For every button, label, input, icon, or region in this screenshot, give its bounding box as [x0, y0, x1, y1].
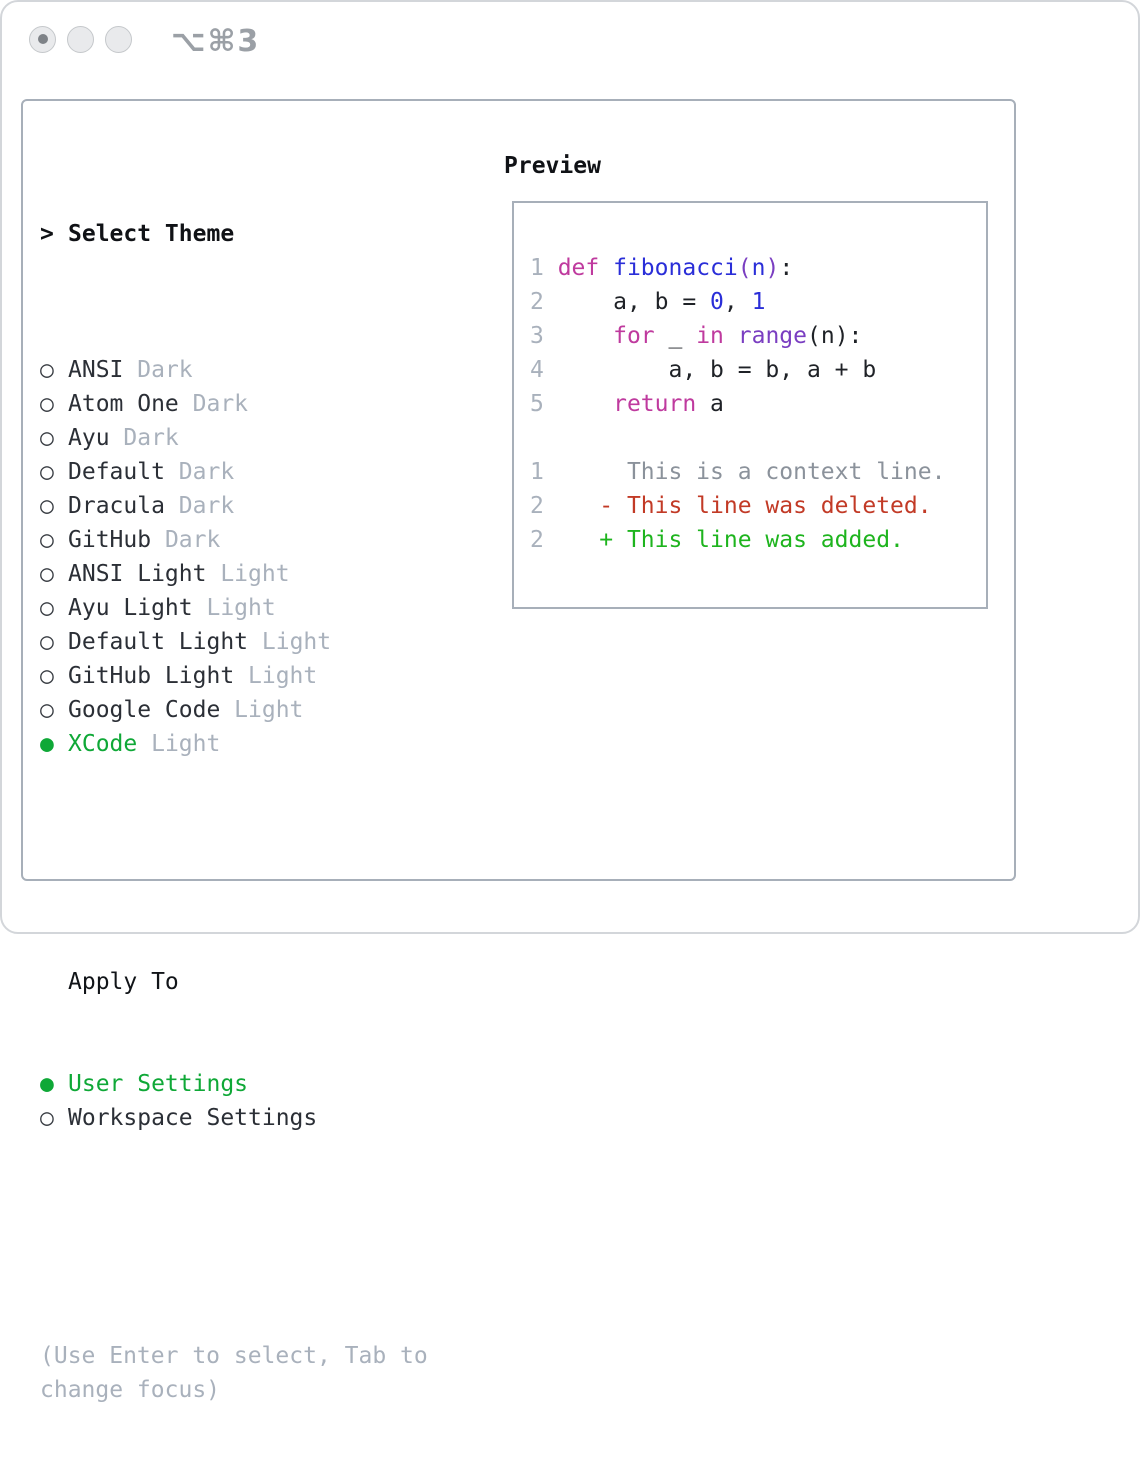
radio-unselected-icon: ○ — [40, 493, 54, 519]
theme-name: GitHub Light — [68, 663, 249, 689]
radio-selected-icon: ● — [40, 1071, 54, 1097]
code-segment-num: 4 — [530, 357, 558, 383]
apply-target-label: Workspace Settings — [68, 1105, 318, 1131]
preview-pane — [512, 201, 988, 609]
theme-item[interactable] — [40, 387, 428, 421]
theme-variant: Dark — [137, 357, 193, 383]
theme-item[interactable] — [40, 489, 428, 523]
keyboard-hint — [40, 1339, 428, 1407]
radio-unselected-icon: ○ — [40, 357, 54, 383]
theme-item[interactable] — [40, 523, 428, 557]
code-segment-added: + This line was added. — [599, 527, 904, 553]
theme-list-column — [40, 149, 428, 1475]
titlebar — [29, 23, 261, 59]
code-segment-purple: ( — [737, 255, 752, 281]
theme-name: Ayu — [68, 425, 124, 451]
code-segment-num: 1 — [530, 255, 558, 281]
theme-variant: Light — [248, 663, 318, 689]
code-segment-plain: a, b = b, a + b — [557, 357, 877, 383]
radio-selected-icon: ● — [40, 731, 54, 757]
code-segment-num: 3 — [530, 323, 558, 349]
theme-name: XCode — [68, 731, 152, 757]
theme-variant: Dark — [164, 527, 221, 553]
close-button[interactable] — [29, 26, 56, 53]
radio-unselected-icon: ○ — [40, 697, 54, 723]
theme-name: Default Light — [68, 629, 262, 655]
theme-picker-panel — [21, 99, 1016, 1403]
code-segment-plain — [599, 255, 613, 281]
radio-unselected-icon: ○ — [40, 629, 54, 655]
code-segment-blue: 1 — [751, 289, 766, 315]
select-theme-header — [40, 217, 428, 251]
theme-item[interactable] — [40, 727, 428, 761]
prompt-icon: > — [40, 221, 54, 247]
preview-code-line — [530, 353, 986, 387]
radio-unselected-icon: ○ — [40, 391, 54, 417]
preview-code-line — [530, 387, 986, 421]
code-segment-kw: in — [696, 323, 724, 349]
preview-code-line — [530, 251, 986, 285]
code-segment-blue: fibonacci — [613, 255, 738, 281]
zoom-button[interactable] — [105, 26, 132, 53]
theme-variant: Light — [220, 561, 290, 587]
select-theme-title: Select Theme — [68, 221, 235, 247]
theme-name: Google Code — [68, 697, 235, 723]
theme-variant: Dark — [178, 493, 235, 519]
radio-unselected-icon: ○ — [40, 459, 54, 485]
theme-name: ANSI Light — [68, 561, 221, 587]
code-segment-plain — [558, 323, 613, 349]
radio-unselected-icon: ○ — [40, 425, 54, 451]
apply-target-item[interactable] — [40, 1067, 428, 1101]
theme-item[interactable] — [40, 455, 428, 489]
preview-column — [504, 149, 988, 609]
apply-target-item[interactable] — [40, 1101, 428, 1135]
code-segment-kw: return — [613, 391, 697, 417]
radio-unselected-icon: ○ — [40, 663, 54, 689]
theme-variant: Dark — [123, 425, 179, 451]
code-segment-plain: a, b = — [557, 289, 711, 315]
code-segment-context: This is a context line. — [543, 459, 946, 485]
code-segment-num: 5 — [530, 391, 558, 417]
radio-unselected-icon: ○ — [40, 595, 54, 621]
theme-name: Default — [68, 459, 179, 485]
preview-code-line — [530, 489, 986, 523]
traffic-lights — [29, 26, 143, 57]
preview-code-line — [530, 523, 986, 557]
theme-name: Dracula — [68, 493, 179, 519]
preview-code-line — [530, 421, 986, 455]
theme-name: Ayu Light — [68, 595, 207, 621]
code-segment-kw: def — [557, 255, 600, 281]
preview-code-line — [530, 455, 986, 489]
code-segment-plain — [724, 323, 738, 349]
radio-unselected-icon: ○ — [40, 527, 54, 553]
code-segment-plain — [544, 527, 599, 553]
theme-item-list — [40, 353, 428, 761]
code-segment-purple: range — [737, 323, 807, 349]
code-segment-plain: , — [723, 289, 752, 315]
apply-target-label: User Settings — [68, 1071, 249, 1097]
theme-variant: Light — [234, 697, 304, 723]
code-segment-num: 2 — [530, 527, 544, 553]
code-segment-num: 1 — [530, 459, 544, 485]
code-segment-blue: 0 — [710, 289, 724, 315]
keyboard-hint-line: change focus) — [40, 1377, 221, 1403]
code-segment-plain: a — [696, 391, 724, 417]
theme-item[interactable] — [40, 591, 428, 625]
code-segment-purple: ) — [765, 255, 780, 281]
theme-variant: Light — [151, 731, 221, 757]
theme-item[interactable] — [40, 693, 428, 727]
preview-code-line — [530, 285, 986, 319]
theme-name: GitHub — [68, 527, 165, 553]
theme-variant: Light — [261, 629, 332, 655]
apply-to-item-list — [40, 1067, 428, 1135]
code-segment-plain: : — [779, 255, 794, 281]
code-segment-plain: _ — [654, 323, 697, 349]
code-segment-plain — [558, 391, 613, 417]
theme-item[interactable] — [40, 353, 428, 387]
window-shortcut-label: ⌥⌘3 — [171, 23, 261, 59]
radio-unselected-icon: ○ — [40, 1105, 54, 1131]
code-segment-deleted: - This line was deleted. — [599, 493, 932, 519]
theme-variant: Light — [206, 595, 276, 621]
theme-item[interactable] — [40, 421, 428, 455]
theme-variant: Dark — [178, 459, 235, 485]
theme-item[interactable] — [40, 625, 428, 659]
theme-item[interactable] — [40, 659, 428, 693]
apply-to-section — [40, 897, 428, 1203]
apply-to-header — [40, 965, 428, 999]
theme-variant: Dark — [192, 391, 249, 417]
code-segment-plain — [544, 493, 599, 519]
radio-unselected-icon: ○ — [40, 561, 54, 587]
theme-name: ANSI — [68, 357, 138, 383]
code-segment-num: 2 — [530, 289, 558, 315]
preview-title: Preview — [504, 153, 601, 179]
code-segment-plain: (n): — [807, 323, 863, 349]
apply-to-indent — [40, 965, 68, 999]
theme-item[interactable] — [40, 557, 428, 591]
code-segment-blue: n — [751, 255, 766, 281]
theme-name: Atom One — [68, 391, 193, 417]
keyboard-hint-line: (Use Enter to select, Tab to — [40, 1343, 428, 1369]
preview-code-line — [530, 319, 986, 353]
code-segment-kw: for — [613, 323, 655, 349]
minimize-button[interactable] — [67, 26, 94, 53]
apply-to-title: Apply To — [68, 969, 179, 995]
code-segment-num: 2 — [530, 493, 544, 519]
